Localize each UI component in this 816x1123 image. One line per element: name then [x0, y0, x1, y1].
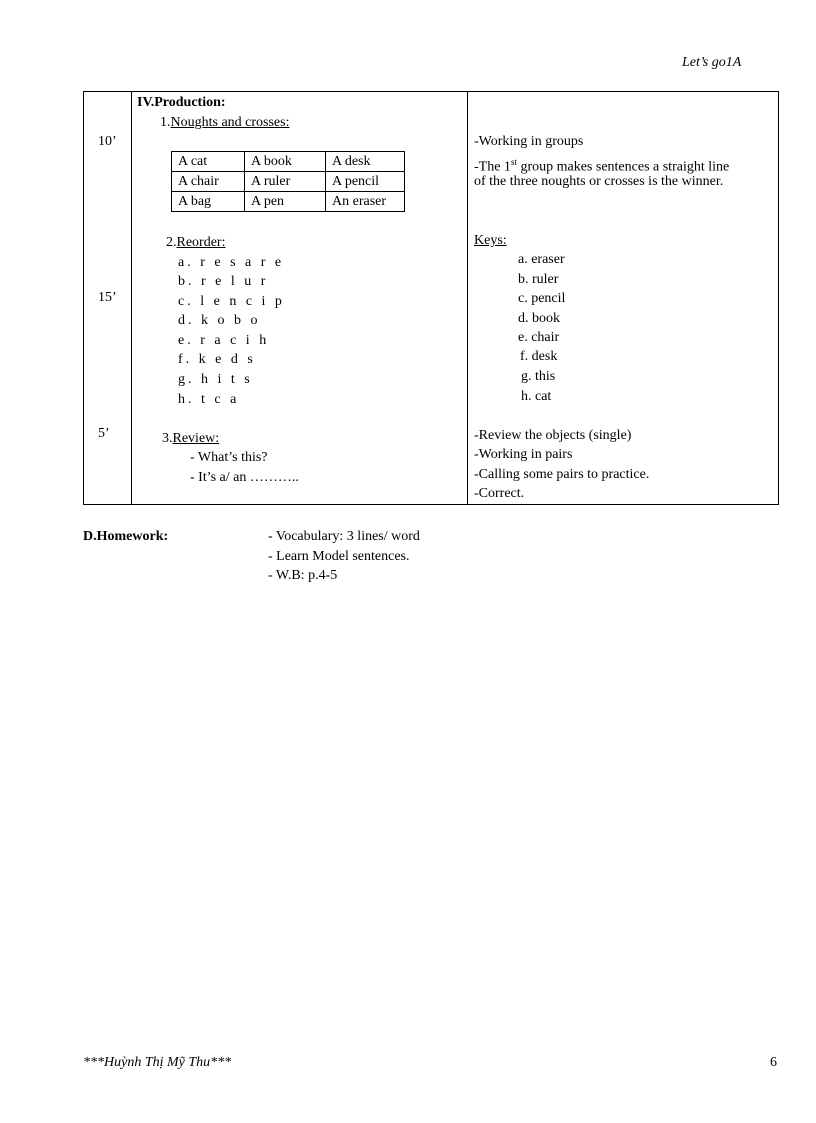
homework-item: - Learn Model sentences.	[268, 549, 410, 564]
grid-cell: A ruler	[245, 172, 326, 192]
group-note-post: group makes sentences a straight line	[516, 159, 730, 175]
review-line: - What’s this?	[190, 450, 268, 465]
review-note: -Correct.	[474, 486, 525, 501]
grid-cell: A bag	[172, 192, 245, 212]
key-item: d. book	[518, 311, 560, 326]
noughts-note: -Working in groups	[474, 134, 584, 149]
group-note-sup: st	[510, 157, 517, 167]
column-divider-time	[131, 92, 132, 504]
keys-title: Keys:	[474, 233, 507, 248]
review-note: -Calling some pairs to practice.	[474, 467, 650, 482]
reorder-item: b. r e l u r	[178, 274, 269, 289]
homework-item: - Vocabulary: 3 lines/ word	[268, 529, 420, 544]
page-number: 6	[770, 1055, 777, 1070]
time-reorder: 15’	[98, 290, 117, 305]
review-note: -Working in pairs	[474, 447, 573, 462]
review-line: - It’s a/ an ………..	[190, 470, 299, 485]
grid-cell: A pencil	[326, 172, 405, 192]
key-item: c. pencil	[518, 291, 566, 306]
key-item: h. cat	[521, 389, 552, 404]
key-item: e. chair	[518, 330, 560, 345]
grid-cell: A chair	[172, 172, 245, 192]
review-number: 3.	[162, 431, 173, 446]
homework-title: D.Homework:	[83, 529, 169, 544]
grid-cell: A book	[245, 152, 326, 172]
key-item: a. eraser	[518, 252, 565, 267]
grid-row	[172, 192, 405, 212]
key-item: g. this	[521, 369, 556, 384]
reorder-item: h. t c a	[178, 392, 240, 407]
reorder-title	[166, 234, 225, 252]
production-heading: IV.Production:	[137, 95, 226, 110]
reorder-item: a. r e s a r e	[178, 255, 285, 270]
grid-row	[172, 172, 405, 192]
noughts-title	[160, 114, 290, 132]
reorder-item: f. k e d s	[178, 352, 256, 367]
grid-row	[172, 152, 405, 172]
grid-cell: An eraser	[326, 192, 405, 212]
time-review: 5’	[98, 426, 110, 441]
page-header-title: Let’s go1A	[682, 55, 742, 70]
review-title	[162, 430, 219, 448]
reorder-item: e. r a c i h	[178, 333, 270, 348]
footer-author: ***Huỳnh Thị Mỹ Thu***	[83, 1055, 232, 1070]
noughts-number: 1.	[160, 115, 171, 130]
homework-item: - W.B: p.4-5	[268, 568, 338, 583]
noughts-title-text: Noughts and crosses:	[170, 115, 290, 130]
grid-cell: A desk	[326, 152, 405, 172]
noughts-note: of the three noughts or crosses is the winner.	[474, 174, 724, 189]
key-item: b. ruler	[518, 272, 559, 287]
reorder-number: 2.	[166, 235, 177, 250]
reorder-item: g. h i t s	[178, 372, 253, 387]
grid-cell: A cat	[172, 152, 245, 172]
reorder-item: d. k o b o	[178, 313, 261, 328]
column-divider-notes	[467, 92, 468, 504]
grid-cell: A pen	[245, 192, 326, 212]
reorder-item: c. l e n c i p	[178, 294, 285, 309]
key-item: f. desk	[520, 349, 558, 364]
group-note-pre: -The 1	[474, 159, 511, 175]
review-title-text: Review:	[172, 431, 220, 446]
noughts-grid	[171, 151, 405, 212]
time-production: 10’	[98, 134, 117, 149]
review-note: -Review the objects (single)	[474, 428, 632, 443]
reorder-title-text: Reorder:	[176, 235, 226, 250]
